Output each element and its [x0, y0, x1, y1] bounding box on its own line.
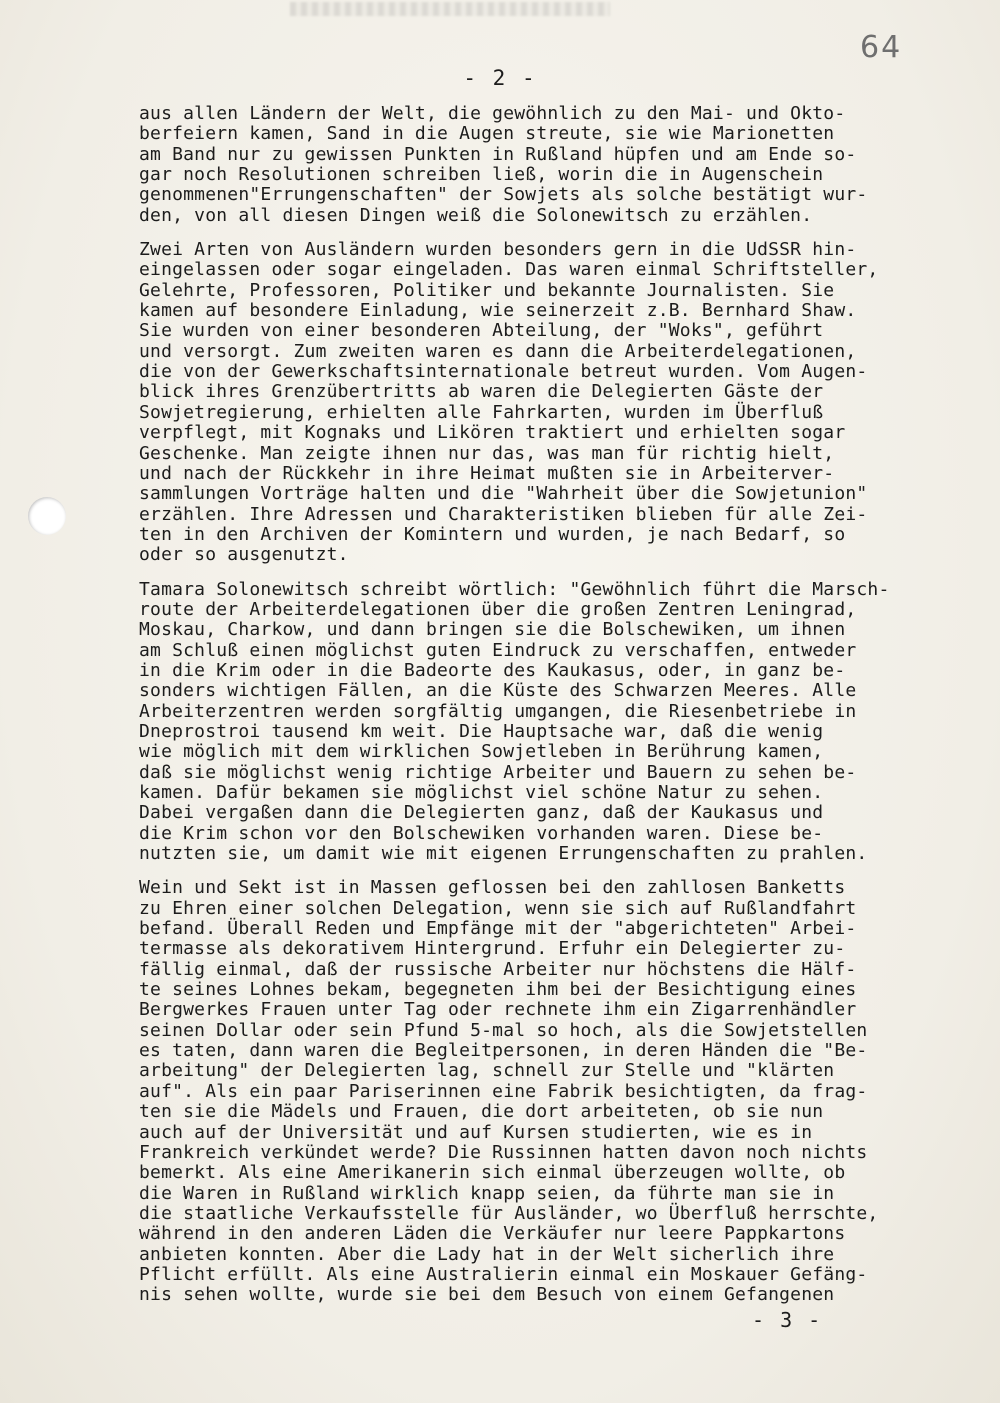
text-line: termasse als dekorativem Hintergrund. Erfuhr ein Delegierter zu- [139, 938, 846, 960]
text-line: eingelassen oder sogar eingeladen. Das waren einmal Schriftsteller, [139, 259, 879, 281]
text-line: nis sehen wollte, wurde sie bei dem Besuch von einem Gefangenen [139, 1284, 835, 1306]
text-line: Dneprostroi tausend km weit. Die Hauptsache war, daß die wenig [139, 720, 824, 742]
text-line: ten in den Archiven der Komintern und wurden, je nach Bedarf, so [139, 523, 846, 545]
text-line: auch auf der Universität und auf Kursen studierten, wie es in [139, 1121, 813, 1143]
text-line: anbieten konnten. Aber die Lady hat in der Welt sicherlich ihre [139, 1243, 835, 1265]
text-line: blick ihres Grenzübertritts ab waren die Delegierten Gäste der [139, 381, 824, 403]
text-line: seinen Dollar oder sein Pfund 5-mal so hoch, als die Sowjetstellen [139, 1019, 868, 1041]
text-line: Wein und Sekt ist in Massen geflossen bei den zahllosen Banketts [139, 877, 846, 899]
text-line: te seines Lohnes bekam, begegneten ihm bei der Besichtigung eines [139, 979, 857, 1001]
text-line: sonders wichtigen Fällen, an die Küste des Schwarzen Meeres. Alle [139, 680, 857, 702]
text-line: Sowjetregierung, erhielten alle Fahrkarten, wurden im Überfluß [139, 401, 824, 423]
text-line: Arbeiterzentren werden sorgfältig umgangen, die Riesenbetriebe in [139, 700, 857, 722]
text-line: am Schluß einen möglichst guten Eindruck zu verschaffen, entweder [139, 639, 857, 661]
page-number-header: - 2 - [463, 66, 537, 90]
text-line: kamen auf besondere Einladung, wie seinerzeit z.B. Bernhard Shaw. [139, 300, 857, 322]
text-line: während in den anderen Läden die Verkäufer nur leere Pappkartons [139, 1223, 846, 1245]
continuation-page-marker: - 3 - [752, 1308, 823, 1332]
text-line: nutzten sie, um damit wie mit eigenen Errungenschaften zu prahlen. [139, 843, 868, 865]
text-line: die Waren in Rußland wirklich knapp seien, da führte man sie in [139, 1182, 835, 1204]
text-line: daß sie möglichst wenig richtige Arbeiter und Bauern zu sehen be- [139, 761, 857, 783]
text-line: berfeiern kamen, Sand in die Augen streute, sie wie Marionetten [139, 123, 835, 145]
text-line: befand. Überall Reden und Empfänge mit der "abgerichteten" Arbei- [139, 918, 857, 940]
body-text [139, 104, 969, 1320]
text-line: Tamara Solonewitsch schreibt wörtlich: "Gewöhnlich führt die Marsch- [139, 578, 890, 600]
text-line: fällig einmal, daß der russische Arbeiter nur höchstens die Hälf- [139, 958, 857, 980]
paragraph-3 [139, 580, 969, 865]
text-line: gar noch Resolutionen schreiben ließ, worin die in Augenschein [139, 164, 824, 186]
text-line: kamen. Dafür bekamen sie möglichst viel schöne Natur zu sehen. [139, 782, 824, 803]
text-line: Zwei Arten von Ausländern wurden besonders gern in die UdSSR hin- [139, 239, 857, 261]
text-line: die staatliche Verkaufsstelle für Ausländer, wo Überfluß herrschte, [139, 1202, 879, 1224]
text-line: den, von all diesen Dingen weiß die Solonewitsch zu erzählen. [139, 204, 813, 226]
text-line: die von der Gewerkschaftsinternationale betreut wurden. Vom Augen- [139, 361, 868, 383]
text-line: erzählen. Ihre Adressen und Charakteristiken blieben für alle Zei- [139, 503, 868, 525]
text-line: sammlungen Vorträge halten und die "Wahrheit über die Sowjetunion" [139, 483, 868, 505]
text-line: es taten, dann waren die Begleitpersonen, in deren Händen die "Be- [139, 1040, 868, 1062]
text-line: auf". Als ein paar Pariserinnen eine Fabrik besichtigten, da frag- [139, 1080, 868, 1102]
text-line: verpflegt, mit Kognaks und Likören traktiert und erhielten sogar [139, 422, 846, 444]
text-line: oder so ausgenutzt. [139, 544, 349, 566]
paragraph-1 [139, 104, 969, 226]
paragraph-2 [139, 240, 969, 566]
text-line: die Krim schon vor den Bolschewiken vorhanden waren. Diese be- [139, 822, 824, 844]
text-line: route der Arbeiterdelegationen über die großen Zentren Leningrad, [139, 598, 857, 620]
folio-number: 64 [860, 30, 903, 65]
paragraph-4 [139, 878, 969, 1305]
text-line: und versorgt. Zum zweiten waren es dann die Arbeiterdelegationen, [139, 340, 857, 362]
text-line: Moskau, Charkow, und dann bringen sie die Bolschewiken, um ihnen [139, 619, 846, 641]
text-line: genommenen"Errungenschaften" der Sowjets als solche bestätigt wur- [139, 184, 868, 206]
text-line: Geschenke. Man zeigte ihnen nur das, was man für richtig hielt, [139, 442, 835, 464]
text-line: arbeitung" der Delegierten lag, schnell zur Stelle und "klärten [139, 1060, 835, 1082]
punch-hole [28, 497, 66, 535]
scanned-edge-mark [290, 2, 610, 16]
text-line: und nach der Rückkehr in ihre Heimat mußten sie in Arbeiterver- [139, 462, 835, 484]
text-line: Dabei vergaßen dann die Delegierten ganz, daß der Kaukasus und [139, 802, 824, 824]
text-line: Frankreich verkündet werde? Die Russinnen hatten davon noch nichts [139, 1141, 868, 1163]
text-line: wie möglich mit dem wirklichen Sowjetleben in Berührung kamen, [139, 741, 824, 763]
text-line: am Band nur zu gewissen Punkten in Rußland hüpfen und am Ende so- [139, 143, 857, 165]
text-line: in die Krim oder in die Badeorte des Kaukasus, oder, in ganz be- [139, 659, 846, 681]
text-line: aus allen Ländern der Welt, die gewöhnlich zu den Mai- und Okto- [139, 103, 846, 124]
text-line: Pflicht erfüllt. Als eine Australierin einmal ein Moskauer Gefäng- [139, 1263, 868, 1285]
text-line: zu Ehren einer solchen Delegation, wenn sie sich auf Rußlandfahrt [139, 897, 857, 919]
text-line: ten sie die Mädels und Frauen, die dort arbeiteten, ob sie nun [139, 1101, 824, 1123]
text-line: Sie wurden von einer besonderen Abteilung, der "Woks", geführt [139, 320, 824, 342]
text-line: Bergwerkes Frauen unter Tag oder rechnete ihm ein Zigarrenhändler [139, 999, 857, 1021]
text-line: bemerkt. Als eine Amerikanerin sich einmal überzeugen wollte, ob [139, 1162, 846, 1184]
text-line: Gelehrte, Professoren, Politiker und bekannte Journalisten. Sie [139, 279, 835, 301]
